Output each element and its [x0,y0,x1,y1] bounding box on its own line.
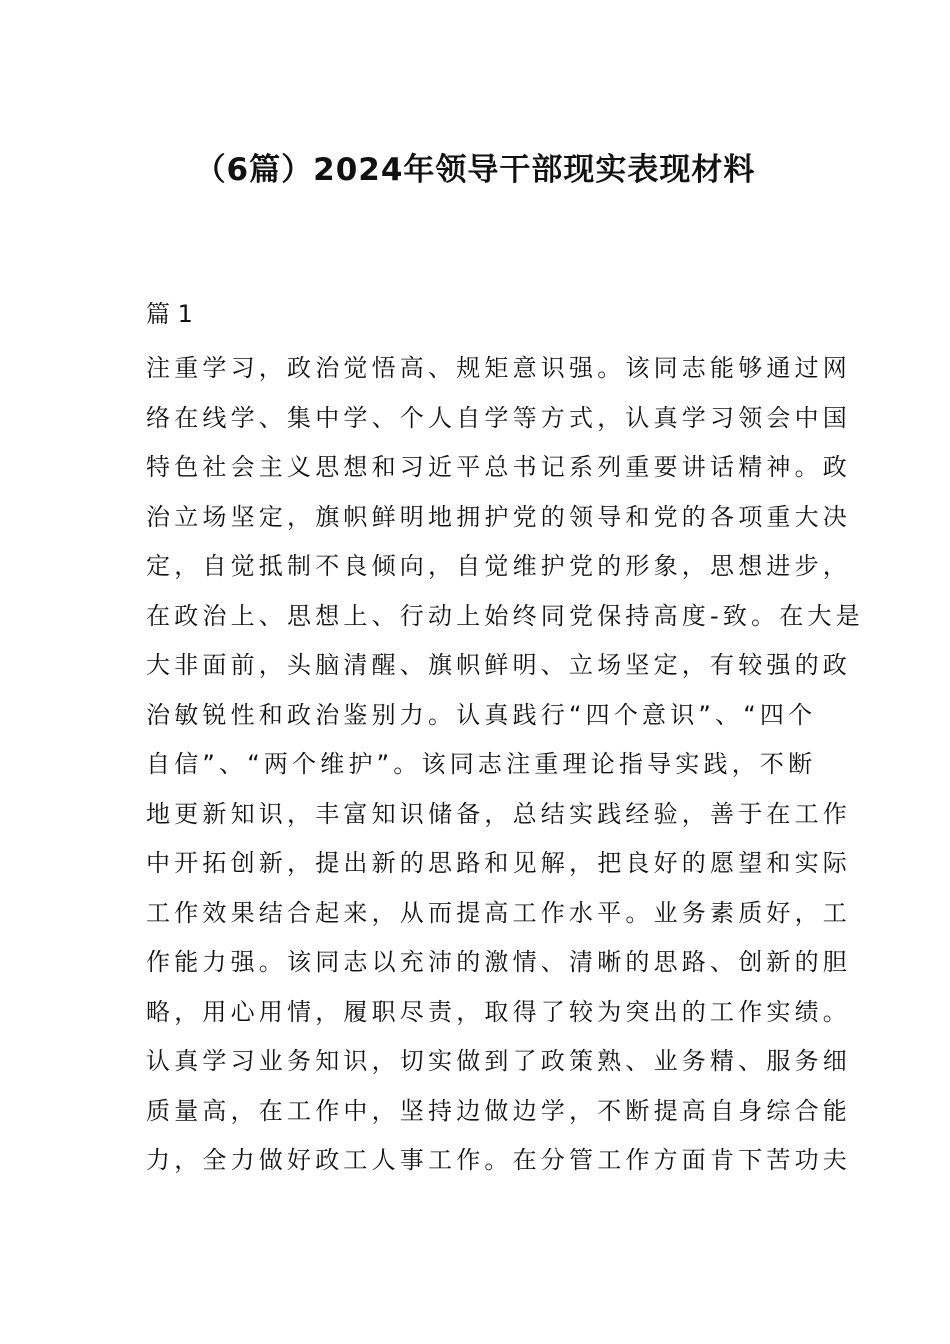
body-line: 中开拓创新，提出新的思路和见解，把良好的愿望和实际 [146,849,851,877]
body-line: 力，全力做好政工人事工作。在分管工作方面肯下苦功夫 [146,1146,851,1174]
body-line: 认真学习业务知识，切实做到了政策熟、业务精、服务细 [146,1047,851,1075]
body-line: 地更新知识，丰富知识储备，总结实践经验，善于在工作 [146,799,851,828]
section-label: 篇 1 [146,300,193,328]
body-line: 治敏锐性和政治鉴别力。认真践行“四个意识”、“四个 [146,700,817,729]
body-line: 络在线学、集中学、个人自学等方式，认真学习领会中国 [146,403,851,432]
document-title: （6篇）2024年领导干部现实表现材料 [194,152,756,188]
body-line: 大非面前，头脑清醒、旗帜鲜明、立场坚定，有较强的政 [146,651,851,679]
body-paragraph [146,344,864,1186]
body-line: 注重学习，政治觉悟高、规矩意识强。该同志能够通过网 [146,354,851,382]
body-line: 质量高，在工作中，坚持边做边学，不断提高自身综合能 [146,1096,851,1125]
body-line: 治立场坚定，旗帜鲜明地拥护党的领导和党的各项重大决 [146,502,851,531]
body-line: 特色社会主义思想和习近平总书记系列重要讲话精神。政 [146,453,851,481]
body-line: 略，用心用情，履职尽责，取得了较为突出的工作实绩。 [146,997,851,1026]
body-line: 定，自觉抵制不良倾向，自觉维护党的形象，思想进步， [146,552,851,580]
body-line: 工作效果结合起来，从而提高工作水平。业务素质好，工 [146,898,851,927]
body-line: 作能力强。该同志以充沛的激情、清晰的思路、创新的胆 [146,948,851,976]
body-line: 在政治上、思想上、行动上始终同党保持高度-致。在大是 [146,601,864,630]
body-line: 自信”、“两个维护”。该同志注重理论指导实践，不断 [146,750,817,778]
